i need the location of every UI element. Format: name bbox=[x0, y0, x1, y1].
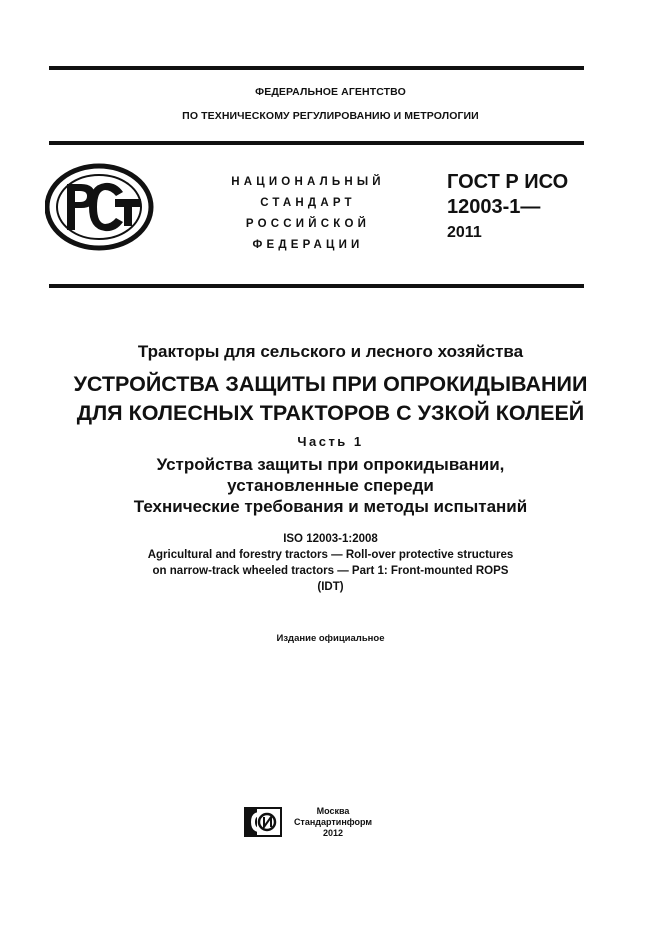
agency-line-1: ФЕДЕРАЛЬНОЕ АГЕНТСТВО bbox=[255, 86, 406, 98]
standard-block-rule bbox=[49, 284, 584, 288]
part-number: Часть 1 bbox=[297, 434, 364, 449]
top-rule bbox=[49, 66, 584, 70]
standard-code-line-3: 2011 bbox=[447, 224, 482, 241]
agency-line-2: ПО ТЕХНИЧЕСКОМУ РЕГУЛИРОВАНИЮ И МЕТРОЛОГИИ bbox=[182, 110, 479, 122]
publisher-name: Стандартинформ bbox=[293, 817, 373, 827]
standartinform-logo-icon bbox=[244, 807, 282, 837]
national-line-2: СТАНДАРТ bbox=[260, 197, 356, 209]
rst-gost-emblem-icon bbox=[45, 162, 155, 252]
national-line-3: РОССИЙСКОЙ bbox=[245, 218, 371, 230]
standard-code-line-2: 12003-1— bbox=[447, 196, 541, 218]
document-title-line-1: УСТРОЙСТВА ЗАЩИТЫ ПРИ ОПРОКИДЫВАНИИ bbox=[73, 372, 588, 396]
standard-code-line-1: ГОСТ Р ИСО bbox=[447, 171, 569, 193]
iso-title-line-2: on narrow-track wheeled tractors — Part 1: Front-mounted ROPS bbox=[152, 565, 509, 577]
national-standard-label bbox=[212, 172, 404, 256]
document-subtitle: Тракторы для сельского и лесного хозяйства bbox=[137, 342, 524, 361]
part-title-line-3: Технические требования и методы испытаний bbox=[133, 497, 528, 516]
publisher-info bbox=[290, 806, 376, 839]
part-title-line-2: установленные спереди bbox=[227, 476, 434, 495]
publisher-city: Москва bbox=[316, 806, 350, 816]
part-title-line-1: Устройства защиты при опрокидывании, bbox=[156, 455, 505, 474]
header-rule bbox=[49, 141, 584, 145]
national-line-1: НАЦИОНАЛЬНЫЙ bbox=[231, 176, 385, 188]
edition-label: Издание официальное bbox=[276, 633, 385, 644]
iso-title-line-1: Agricultural and forestry tractors — Roll-over protective structures bbox=[147, 549, 514, 561]
national-line-4: ФЕДЕРАЦИИ bbox=[252, 239, 364, 251]
publisher-year: 2012 bbox=[322, 828, 344, 838]
standard-code bbox=[447, 170, 568, 245]
iso-idt: (IDT) bbox=[317, 581, 344, 593]
iso-number: ISO 12003-1:2008 bbox=[283, 533, 378, 545]
document-title-line-2: ДЛЯ КОЛЕСНЫХ ТРАКТОРОВ С УЗКОЙ КОЛЕЕЙ bbox=[76, 401, 585, 425]
